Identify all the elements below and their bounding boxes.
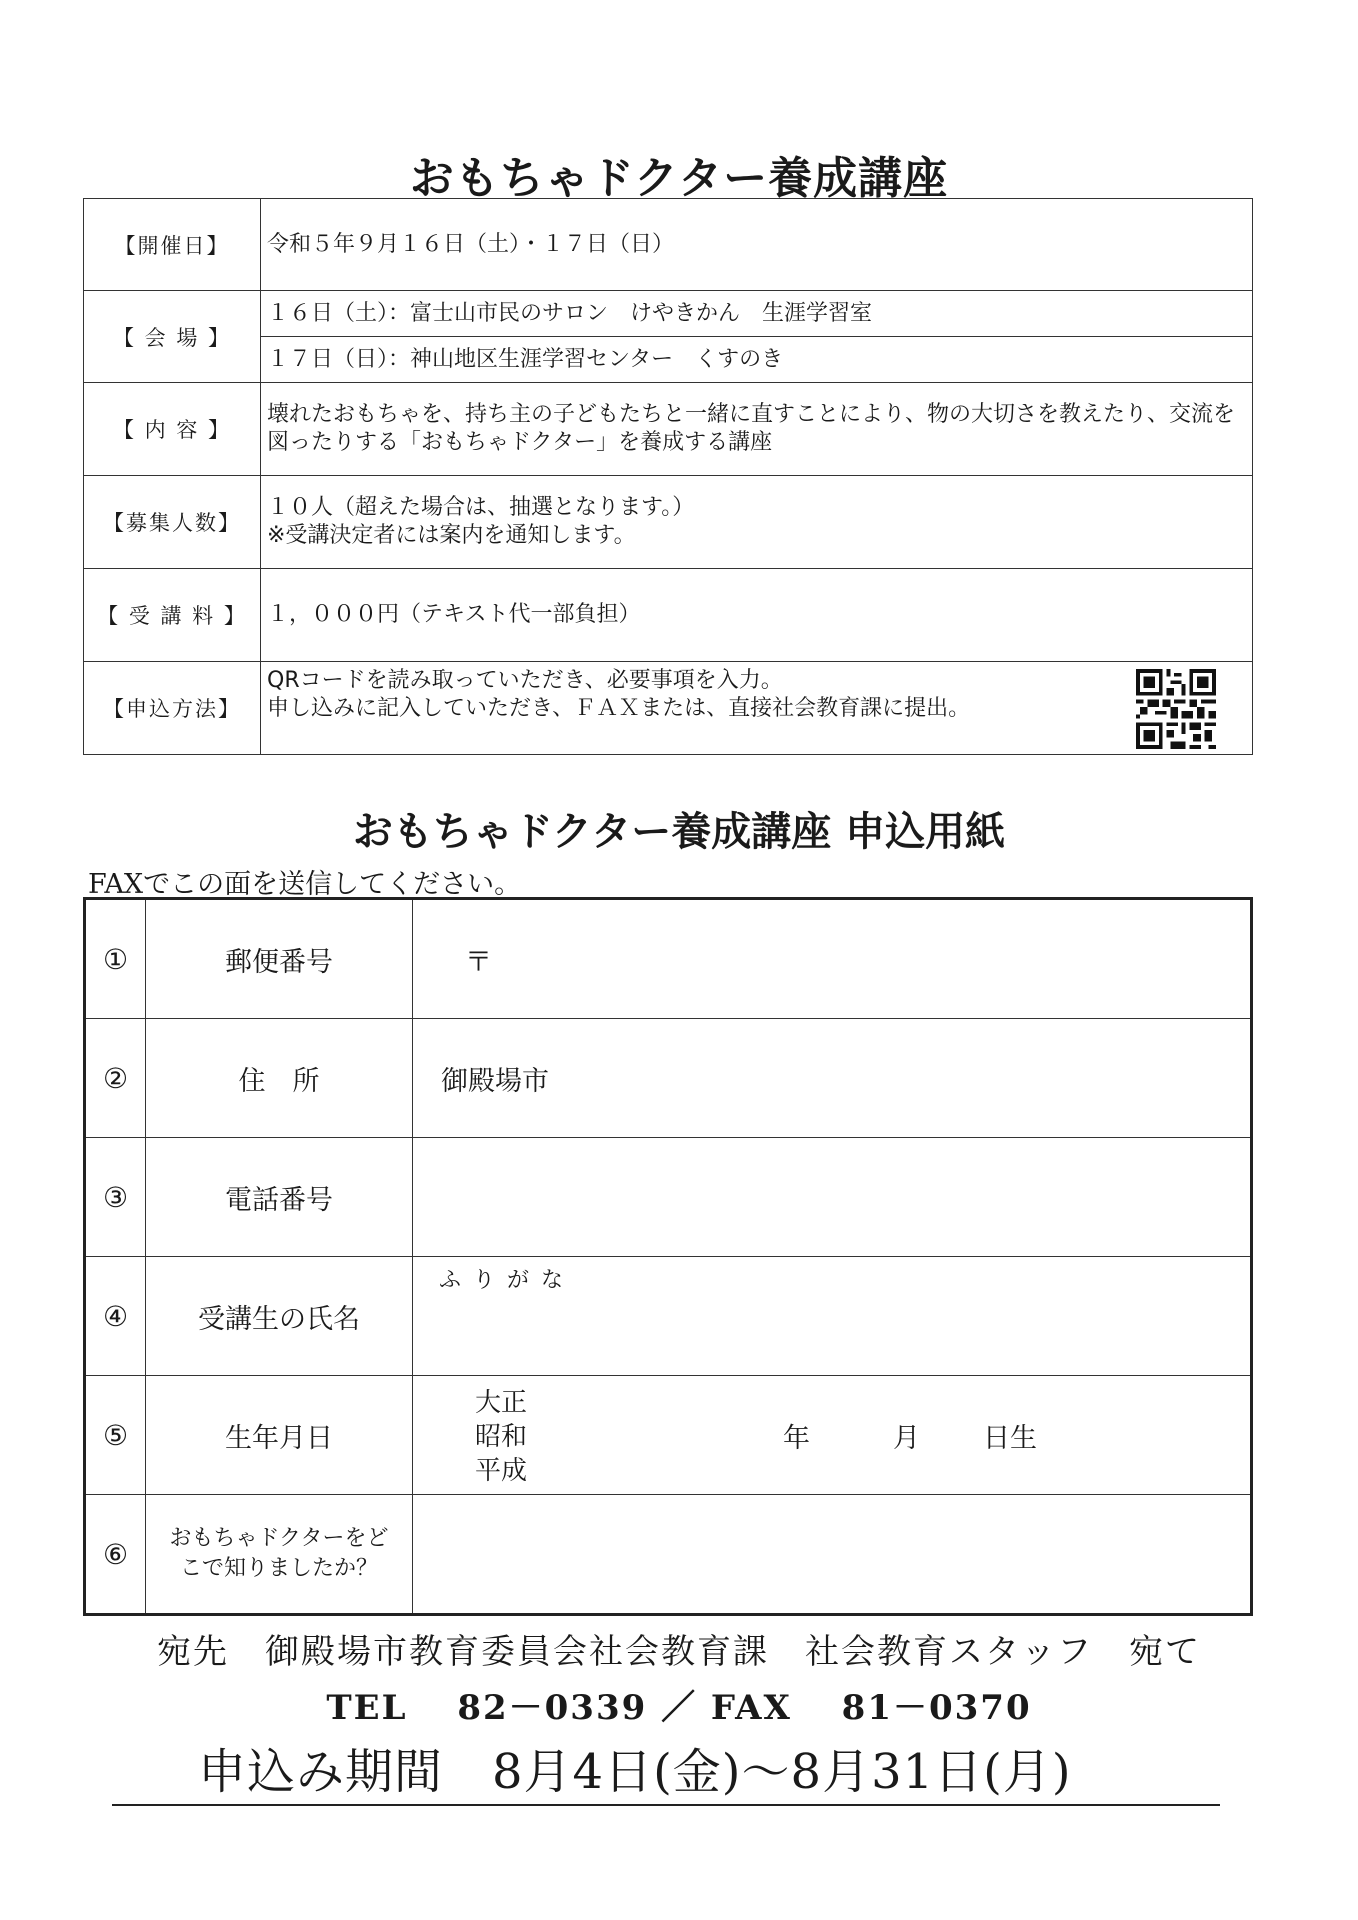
year-unit: 年 — [783, 1423, 810, 1454]
form-row-postal — [85, 899, 1252, 1019]
capacity-line-1: １０人（超えた場合は、抽選となります。） — [267, 495, 695, 520]
application-period: 申込み期間 8月4日(金)～8月31日(月) — [112, 1740, 1220, 1806]
capacity-line-2: ※受講決定者には案内を通知します。 — [267, 523, 636, 548]
postal-mark: 〒 — [465, 946, 492, 978]
info-row-date — [84, 199, 1253, 291]
label-address: 住 所 — [146, 1019, 413, 1138]
form-row-name — [85, 1257, 1252, 1376]
label-line-1: おもちゃドクターをど — [169, 1526, 389, 1551]
info-label-date: 【開催日】 — [84, 199, 261, 291]
info-row-fee — [84, 569, 1253, 662]
furigana-label: ふりがな — [439, 1268, 576, 1293]
qr-code-icon[interactable] — [1134, 669, 1218, 749]
apply-line-2: 申し込みに記入していただき、ＦＡＸまたは、直接社会教育課に提出。 — [267, 696, 971, 721]
row-number: ② — [85, 1019, 146, 1138]
course-info-table — [83, 198, 1253, 755]
row-number: ① — [85, 899, 146, 1019]
fax-note: FAXでこの面を送信してください。 — [88, 869, 522, 900]
info-value-apply — [261, 662, 1253, 755]
info-value-venue-1: １６日（土）：富士山市民のサロン けやきかん 生涯学習室 — [261, 291, 1253, 337]
era-taisho[interactable]: 大正 — [475, 1388, 528, 1418]
info-label-capacity: 【募集人数】 — [84, 476, 261, 569]
label-postal-code: 郵便番号 — [146, 899, 413, 1019]
era-options — [475, 1386, 527, 1488]
row-number: ④ — [85, 1257, 146, 1376]
birthdate-field[interactable] — [413, 1376, 1252, 1495]
contact-numbers: TEL 82－0339 ／ FAX 81－0370 — [326, 1688, 1032, 1728]
row-number: ③ — [85, 1138, 146, 1257]
form-row-phone — [85, 1138, 1252, 1257]
apply-line-1: QRコードを読み取っていただき、必要事項を入力。 — [267, 668, 783, 693]
info-value-date: 令和５年９月１６日（土）・１７日（日） — [261, 199, 1253, 291]
info-label-content: 【 内 容 】 — [84, 383, 261, 476]
info-row-content — [84, 383, 1253, 476]
form-row-address — [85, 1019, 1252, 1138]
era-heisei[interactable]: 平成 — [475, 1456, 528, 1486]
info-label-fee: 【 受 講 料 】 — [84, 569, 261, 662]
form-row-birthdate — [85, 1376, 1252, 1495]
info-label-venue: 【 会 場 】 — [84, 291, 261, 383]
label-student-name: 受講生の氏名 — [146, 1257, 413, 1376]
info-value-fee: １，０００円（テキスト代一部負担） — [261, 569, 1253, 662]
postal-code-field[interactable] — [413, 899, 1252, 1019]
month-unit: 月 — [893, 1423, 920, 1454]
info-value-content: 壊れたおもちゃを、持ち主の子どもたちと一緒に直すことにより、物の大切さを教えたり、交流を図ったりする「おもちゃドクター」を養成する講座 — [261, 383, 1253, 476]
info-label-apply: 【申込方法】 — [84, 662, 261, 755]
application-form-table — [83, 897, 1253, 1616]
day-unit: 日生 — [983, 1423, 1037, 1454]
label-how-did-you-hear — [146, 1495, 413, 1615]
label-birthdate: 生年月日 — [146, 1376, 413, 1495]
info-value-capacity — [261, 476, 1253, 569]
address-field[interactable] — [413, 1019, 1252, 1138]
phone-field[interactable] — [413, 1138, 1252, 1257]
student-name-field[interactable] — [413, 1257, 1252, 1376]
course-title: おもちゃドクター養成講座 — [409, 153, 949, 204]
era-showa[interactable]: 昭和 — [475, 1422, 528, 1452]
row-number: ⑥ — [85, 1495, 146, 1615]
date-units — [783, 1416, 1037, 1455]
how-did-you-hear-field[interactable] — [413, 1495, 1252, 1615]
label-phone: 電話番号 — [146, 1138, 413, 1257]
info-value-venue-2: １７日（日）：神山地区生涯学習センター くすのき — [261, 337, 1253, 383]
info-row-apply — [84, 662, 1253, 755]
info-row-capacity — [84, 476, 1253, 569]
row-number: ⑤ — [85, 1376, 146, 1495]
address-prefix: 御殿場市 — [441, 1065, 549, 1097]
info-row-venue — [84, 291, 1253, 337]
label-line-2: こで知りましたか？ — [179, 1556, 378, 1581]
destination: 宛先 御殿場市教育委員会社会教育課 社会教育スタッフ 宛て — [157, 1632, 1201, 1672]
form-title: おもちゃドクター養成講座 申込用紙 — [352, 809, 1006, 855]
form-row-source — [85, 1495, 1252, 1615]
